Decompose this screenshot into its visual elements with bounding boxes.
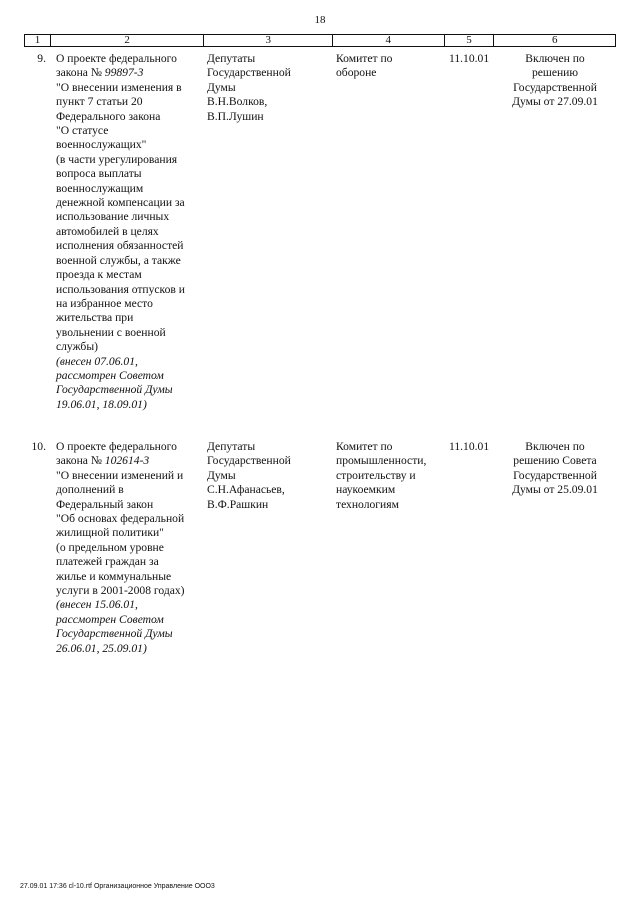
bill-history: (внесен 07.06.01, рассмотрен Советом Государственной Думы 19.06.01, 18.09.01) bbox=[56, 354, 173, 411]
bill-authors: Депутаты Государственной Думы С.Н.Афанасьев, В.Ф.Рашкин bbox=[207, 440, 291, 511]
print-footer: 27.09.01 17:36 cl-10.rtf Организационное Управление ООО3 bbox=[20, 883, 215, 890]
bill-title-text: О проекте федерального закона № bbox=[56, 440, 177, 468]
inclusion-decision: Включен по решению Совета Государственной Думы от 25.09.01 bbox=[512, 440, 598, 497]
bill-number: 102614-3 bbox=[104, 454, 150, 468]
header-col-6: 6 bbox=[551, 34, 558, 46]
header-col-3: 3 bbox=[204, 35, 333, 46]
table-row bbox=[24, 440, 616, 670]
bill-title bbox=[56, 440, 208, 656]
row-number: 9. bbox=[37, 52, 46, 65]
header-col-5: 5 bbox=[445, 35, 495, 46]
consideration-date: 11.10.01 bbox=[449, 440, 490, 453]
bill-description: "О внесении изменения в пункт 7 статьи 20 Федерального закона "О статусе военнослужащих" (в части урегулирования вопроса выплаты военнослужащим денежной компенсации за использование личных автомобилей в целях исполнения обязанностей военной службы, а также проезда к местам использования отпусков и на избранное место жительства при увольнении с военной службы) bbox=[56, 80, 185, 354]
inclusion-decision: Включен по решению Государственной Думы от 27.09.01 bbox=[512, 52, 598, 109]
header-col-1: 1 bbox=[25, 35, 51, 46]
table-header-row bbox=[24, 34, 616, 47]
bill-authors: Депутаты Государственной Думы В.Н.Волков, В.П.Лушин bbox=[207, 52, 291, 123]
bill-number: 99897-3 bbox=[104, 66, 144, 80]
responsible-committee: Комитет по промышленности, строительству и наукоемким технологиям bbox=[336, 440, 427, 511]
bill-history: (внесен 15.06.01, рассмотрен Советом Государственной Думы 26.06.01, 25.09.01) bbox=[56, 598, 173, 655]
header-col-4: 4 bbox=[333, 35, 445, 46]
header-col-2: 2 bbox=[51, 35, 204, 46]
table-row bbox=[24, 52, 616, 432]
responsible-committee: Комитет по обороне bbox=[336, 52, 393, 80]
page-number: 18 bbox=[314, 14, 326, 26]
bill-title bbox=[56, 52, 208, 412]
bill-title-text: О проекте федерального закона № bbox=[56, 52, 177, 80]
consideration-date: 11.10.01 bbox=[449, 52, 490, 65]
row-number: 10. bbox=[31, 440, 46, 453]
bill-description: "О внесении изменений и дополнений в Федеральный закон "Об основах федеральной жилищной политики" (о предельном уровне платежей граждан за жилье и коммунальные услуги в 2001-2008 годах) bbox=[56, 468, 185, 598]
